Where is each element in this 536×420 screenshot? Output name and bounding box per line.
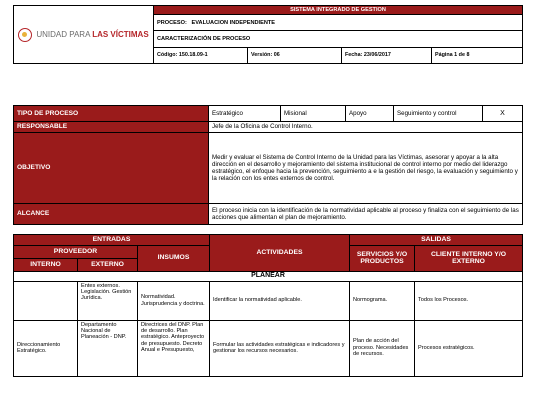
cell-servicios: Normograma.	[350, 281, 415, 320]
logo	[14, 6, 154, 64]
doc-version: Versión: 06	[248, 47, 342, 63]
doc-page: Página 1 de 8	[432, 47, 523, 63]
cell-interno	[14, 281, 78, 320]
phase-planear: PLANEAR	[14, 271, 523, 281]
cell-servicios: Plan de acción del proceso. Necesidades de recursos.	[350, 320, 415, 376]
objetivo-label: OBJETIVO	[14, 133, 209, 204]
table-row	[14, 320, 523, 376]
activities-table	[13, 234, 523, 377]
selected-mark: X	[483, 106, 523, 122]
actividades-header: ACTIVIDADES	[210, 235, 350, 272]
responsable-label: RESPONSABLE	[14, 122, 209, 133]
document-header	[13, 5, 523, 64]
cell-interno: Direccionamiento Estratégico.	[14, 320, 78, 376]
characterization-title: CARACTERIZACIÓN DE PROCESO	[154, 31, 523, 47]
cell-externo: Departamento Nacional de Planeación - DNP.	[78, 320, 138, 376]
option-apoyo: Apoyo	[346, 106, 394, 122]
option-estrategico: Estratégico	[209, 106, 281, 122]
doc-code: Código: 150.18.09-1	[154, 47, 248, 63]
cell-externo: Entes externos. Legislación. Gestión Jurídica.	[78, 281, 138, 320]
cell-insumos: Normatividad. Jurisprudencia y doctrina.	[138, 281, 210, 320]
cell-actividades: Identificar la normatividad aplicable.	[210, 281, 350, 320]
alcance-label: ALCANCE	[14, 204, 209, 225]
alcance-value: El proceso inicia con la identificación de la normatividad aplicable al proceso y finaliza con el seguimiento de las acciones que alimentan el plan de mejoramiento.	[209, 204, 523, 225]
doc-date: Fecha: 23/06/2017	[342, 47, 432, 63]
system-title: SISTEMA INTEGRADO DE GESTION	[154, 6, 523, 15]
servicios-header: SERVICIOS Y/O PRODUCTOS	[350, 245, 415, 271]
process-value: EVALUACION INDEPENDIENTE	[191, 19, 276, 26]
objetivo-value: Medir y evaluar el Sistema de Control Interno de la Unidad para las Víctimas, asesorar y apoyar a la alta dirección en el desarrollo y mejoramiento del sistema institucional de control interno por medio del liderazgo estratégico, el enfoque hacia la prevención, seguimiento a e la gestión del riesgo, la evaluación y seguimiento y la relación con los entes externos de control.	[209, 133, 523, 204]
logo-text-part1: UNIDAD PARA	[36, 30, 93, 39]
interno-header: INTERNO	[14, 258, 78, 271]
process-info-table	[13, 105, 523, 225]
tipo-label: TIPO DE PROCESO	[14, 106, 209, 122]
cell-insumos: Directrices del DNP. Plan de desarrollo. Plan estratégico. Anteproyecto de presupuesto. Decreto Anual e Presupuesto,	[138, 320, 210, 376]
cell-actividades: Formular las actividades estratégicas e indicadores y gestionar los recursos necesarios.	[210, 320, 350, 376]
cell-cliente: Todos los Procesos.	[415, 281, 523, 320]
proveedor-header: PROVEEDOR	[14, 245, 138, 258]
salidas-header: SALIDAS	[350, 235, 523, 246]
entradas-header: ENTRADAS	[14, 235, 210, 246]
responsable-value: Jefe de la Oficina de Control Interno.	[209, 122, 523, 133]
cell-cliente: Procesos estratégicos.	[415, 320, 523, 376]
process-label: PROCESO:	[157, 19, 187, 26]
insumos-header: INSUMOS	[138, 245, 210, 271]
process-row	[154, 15, 523, 31]
externo-header: EXTERNO	[78, 258, 138, 271]
cliente-header: CLIENTE INTERNO Y/O EXTERNO	[415, 245, 523, 271]
colombia-seal-icon	[18, 28, 32, 42]
option-seguimiento: Seguimiento y control	[394, 106, 483, 122]
option-misional: Misional	[281, 106, 346, 122]
logo-text-part2: LAS VÍCTIMAS	[92, 30, 149, 39]
table-row	[14, 281, 523, 320]
